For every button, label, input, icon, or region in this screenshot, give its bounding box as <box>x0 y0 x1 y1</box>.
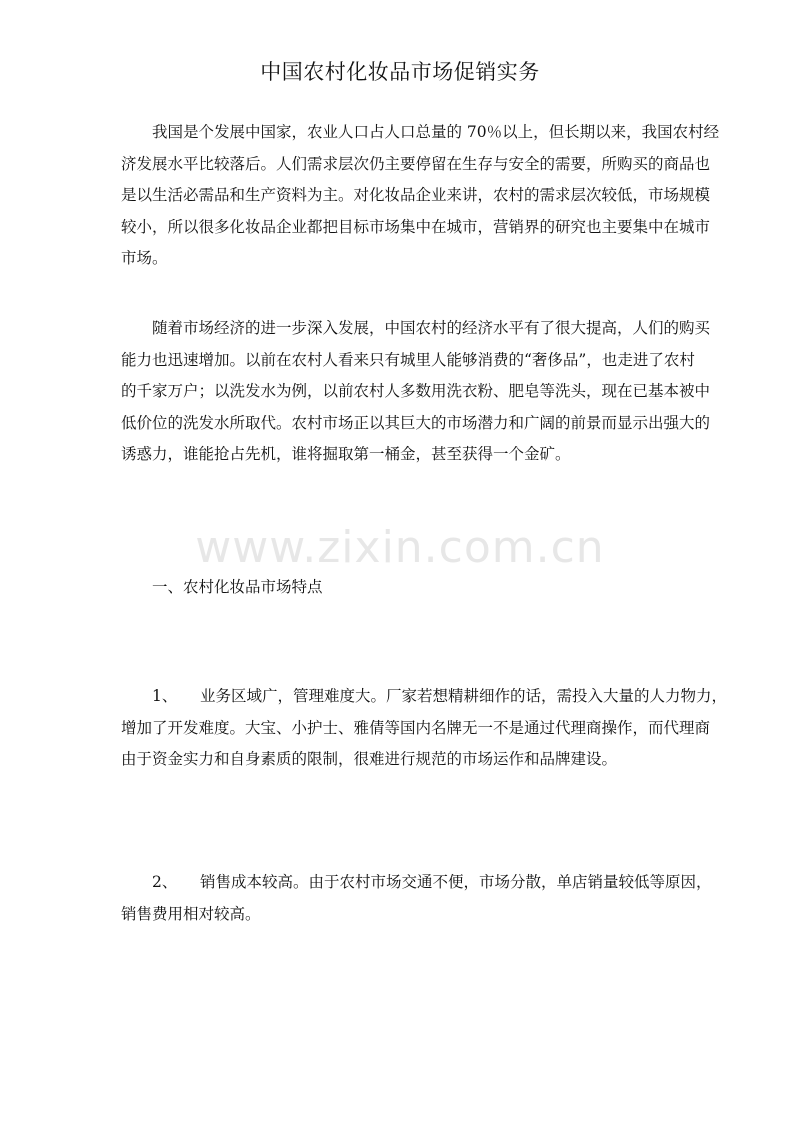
paragraph-line: 诱惑力，谁能抢占先机，谁将掘取第一桶金，甚至获得一个金矿。 <box>121 445 571 463</box>
paragraph-development <box>121 313 711 471</box>
paragraph-line: 随着市场经济的进一步深入发展，中国农村的经济水平有了很大提高，人们的购买 <box>152 319 711 337</box>
paragraph-line: 销售费用相对较高。 <box>121 904 261 923</box>
list-item-first-line <box>121 867 712 899</box>
paragraph-line: 较小，所以很多化妆品企业都把目标市场集中在城市，营销界的研究也主要集中在城市 <box>121 217 711 236</box>
list-item-first-line <box>121 681 728 713</box>
paragraph-line: 由于资金实力和自身素质的限制，很难进行规范的市场运作和品牌建设。 <box>121 750 618 768</box>
list-item-2 <box>121 867 712 930</box>
paragraph-line: 我国是个发展中国家，农业人口占人口总量的 70％以上，但长期以来，我国农村经 <box>152 123 720 141</box>
list-item-1 <box>121 681 728 776</box>
paragraph-line: 增加了开发难度。大宝、小护士、雅倩等国内名牌无一不是通过代理商操作，而代理商 <box>121 718 711 737</box>
paragraph-intro <box>121 117 720 275</box>
paragraph-line: 低价位的洗发水所取代。农村市场正以其巨大的市场潜力和广阔的前景而显示出强大的 <box>121 413 711 432</box>
list-item-number: 1、 <box>152 687 178 705</box>
watermark: www.zixin.com.cn <box>195 522 605 573</box>
section-heading-text: 一、农村化妆品市场特点 <box>152 578 323 596</box>
paragraph-line: 的千家万户；以洗发水为例，以前农村人多数用洗衣粉、肥皂等洗头，现在已基本被中 <box>121 382 711 400</box>
paragraph-line: 市场。 <box>121 249 168 267</box>
paragraph-line: 是以生活必需品和生产资料为主。对化妆品企业来讲，农村的需求层次较低，市场规模 <box>121 186 711 204</box>
list-item-number: 2、 <box>152 873 178 891</box>
paragraph-line: 济发展水平比较落后。人们需求层次仍主要停留在生存与安全的需要，所购买的商品也 <box>121 154 711 173</box>
document-title: 中国农村化妆品市场促销实务 <box>260 60 540 84</box>
paragraph-line: 能力也迅速增加。以前在农村人看来只有城里人能够消费的“奢侈品”，也走进了农村 <box>121 350 695 369</box>
section-heading <box>121 572 681 604</box>
paragraph-line: 业务区域广，管理难度大。厂家若想精耕细作的话，需投入大量的人力物力， <box>200 687 728 705</box>
paragraph-line: 销售成本较高。由于农村市场交通不便，市场分散，单店销量较低等原因， <box>200 873 712 891</box>
